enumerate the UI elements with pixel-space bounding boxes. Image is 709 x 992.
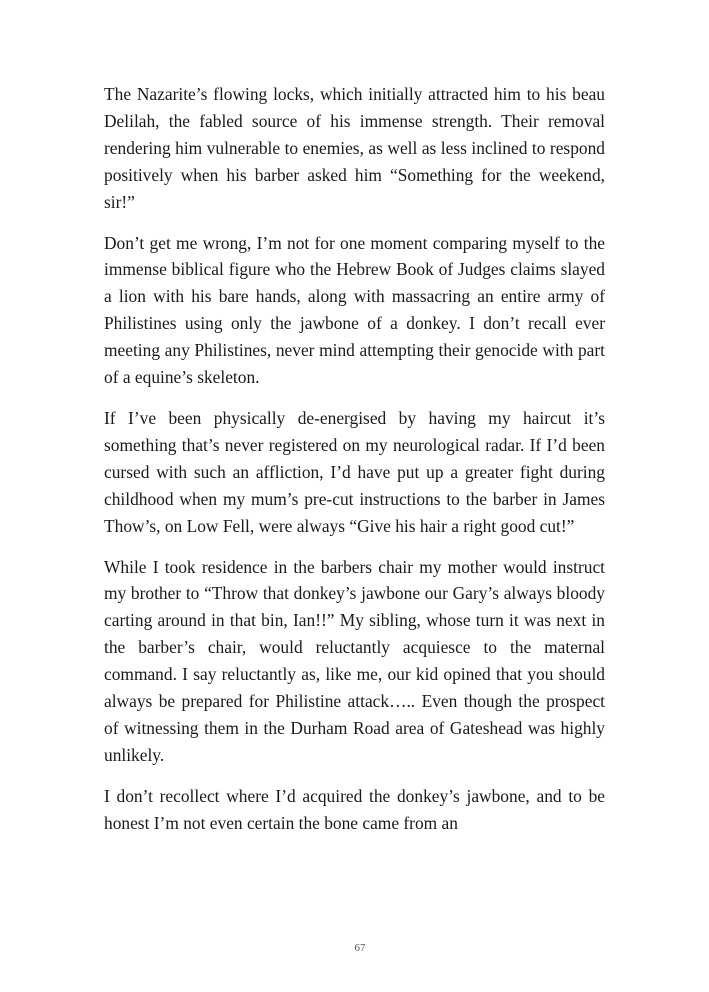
paragraph: While I took residence in the barbers chair my mother would instruct my brother to “Throw that donkey’s jawbone our Gary’s always bloody carting around in that bin, Ian!!” My sibling, whose turn it was next in the barber’s chair, would reluctantly acquiesce to the maternal command. I say reluctantly as, like me, our kid opined that you should always be prepared for Philistine attack….. Even though the prospect of witnessing them in the Durham Road area of Gateshead was highly unlikely.: [104, 556, 605, 765]
paragraph: Don’t get me wrong, I’m not for one moment comparing myself to the immense biblical figure who the Hebrew Book of Judges claims slayed a lion with his bare hands, along with massacring an entire army of Philistines using only the jawbone of a donkey. I don’t recall ever meeting any Philistines, never mind attempting their genocide with part of a equine’s skeleton.: [104, 232, 605, 388]
paragraph: If I’ve been physically de-energised by having my haircut it’s something that’s never registered on my neurological radar. If I’d been cursed with such an affliction, I’d have put up a greater fight during childhood when my mum’s pre-cut instructions to the barber in James Thow’s, on Low Fell, were always “Give his hair a right good cut!”: [104, 407, 605, 536]
paragraph: I don’t recollect where I’d acquired the donkey’s jawbone, and to be honest I’m not even certain the bone came from an: [104, 785, 605, 833]
body-text: [104, 81, 605, 851]
paragraph: The Nazarite’s flowing locks, which initially attracted him to his beau Delilah, the fabled source of his immense strength. Their removal rendering him vulnerable to enemies, as well as less inclined to respond positively when his barber asked him “Something for the weekend, sir!”: [104, 84, 605, 212]
page-number: 67: [354, 942, 366, 954]
